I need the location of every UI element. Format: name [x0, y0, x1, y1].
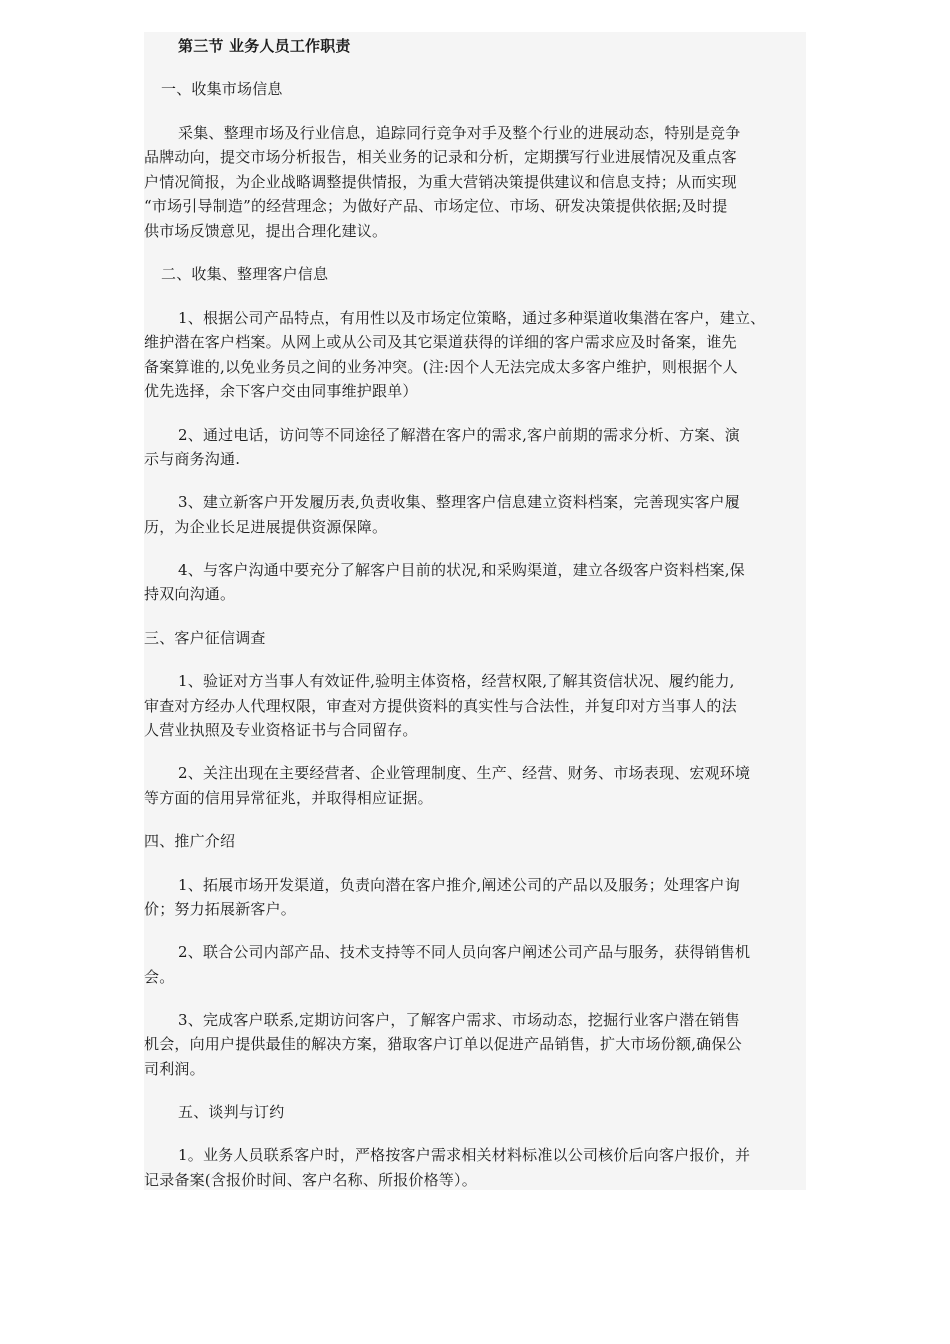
paragraph-line: 3、建立新客户开发履历表,负责收集、整理客户信息建立资料档案，完善现实客户履: [178, 493, 740, 511]
paragraph-line: 采集、整理市场及行业信息，追踪同行竞争对手及整个行业的进展动态，特别是竞争: [178, 124, 741, 142]
paragraph-line: 人营业执照及专业资格证书与合同留存。: [144, 721, 418, 739]
paragraph-line: 等方面的信用异常征兆，并取得相应证据。: [144, 789, 433, 807]
section-title: 第三节 业务人员工作职责: [178, 37, 351, 55]
paragraph-line: 司利润。: [144, 1060, 205, 1078]
heading-credit-investigation: 三、客户征信调查: [144, 629, 266, 647]
paragraph-line: 品牌动向，提交市场分析报告，相关业务的记录和分析，定期撰写行业进展情况及重点客: [144, 148, 737, 166]
paragraph-line: 3、完成客户联系,定期访问客户，了解客户需求、市场动态，挖掘行业客户潜在销售: [178, 1011, 740, 1029]
heading-collect-market-info: 一、收集市场信息: [161, 80, 283, 98]
paragraph-line: 审查对方经办人代理权限，审查对方提供资料的真实性与合法性，并复印对方当事人的法: [144, 697, 737, 715]
paragraph-line: 1。业务人员联系客户时，严格按客户需求相关材料标准以公司核价后向客户报价，并: [178, 1146, 751, 1164]
paragraph-line: 1、根据公司产品特点，有用性以及市场定位策略，通过多种渠道收集潜在客户，建立、: [178, 309, 766, 327]
paragraph-line: 1、验证对方当事人有效证件,验明主体资格，经营权限,了解其资信状况、履约能力,: [178, 672, 735, 690]
heading-negotiation: 五、谈判与订约: [178, 1103, 285, 1121]
paragraph-line: 4、与客户沟通中要充分了解客户目前的状况,和采购渠道，建立各级客户资料档案,保: [178, 561, 745, 579]
paragraph-line: 2、通过电话，访问等不同途径了解潜在客户的需求,客户前期的需求分析、方案、演: [178, 426, 740, 444]
heading-promotion: 四、推广介绍: [144, 832, 236, 850]
paragraph-line: 2、联合公司内部产品、技术支持等不同人员向客户阐述公司产品与服务，获得销售机: [178, 943, 751, 961]
paragraph-line: 供市场反馈意见，提出合理化建议。: [144, 222, 388, 240]
paragraph-line: 优先选择，余下客户交由同事维护跟单）: [144, 382, 418, 400]
paragraph-line: 2、关注出现在主要经营者、企业管理制度、生产、经营、财务、市场表现、宏观环境: [178, 764, 751, 782]
heading-customer-info: 二、收集、整理客户信息: [161, 265, 329, 283]
paragraph-line: 户情况简报，为企业战略调整提供情报，为重大营销决策提供建议和信息支持；从而实现: [144, 173, 737, 191]
paragraph-line: 备案算谁的,以免业务员之间的业务冲突。(注:因个人无法完成太多客户维护，则根据个人: [144, 358, 738, 376]
paragraph-line: 历，为企业长足进展提供资源保障。: [144, 518, 388, 536]
paragraph-line: “市场引导制造”的经营理念；为做好产品、市场定位、市场、研发决策提供依据;及时提: [144, 197, 728, 215]
paragraph-line: 机会，向用户提供最佳的解决方案，猎取客户订单以促进产品销售，扩大市场份额,确保公: [144, 1035, 742, 1053]
paragraph-line: 1、拓展市场开发渠道，负责向潜在客户推介,阐述公司的产品以及服务；处理客户询: [178, 876, 740, 894]
paragraph-line: 示与商务沟通.: [144, 450, 241, 468]
paragraph-line: 会。: [144, 968, 175, 986]
document-page: [144, 32, 806, 1190]
paragraph-line: 价；努力拓展新客户。: [144, 900, 297, 918]
paragraph-line: 持双向沟通。: [144, 585, 236, 603]
paragraph-line: 记录备案(含报价时间、客户名称、所报价格等）。: [144, 1171, 477, 1189]
paragraph-line: 维护潜在客户档案。从网上或从公司及其它渠道获得的详细的客户需求应及时备案，谁先: [144, 333, 737, 351]
